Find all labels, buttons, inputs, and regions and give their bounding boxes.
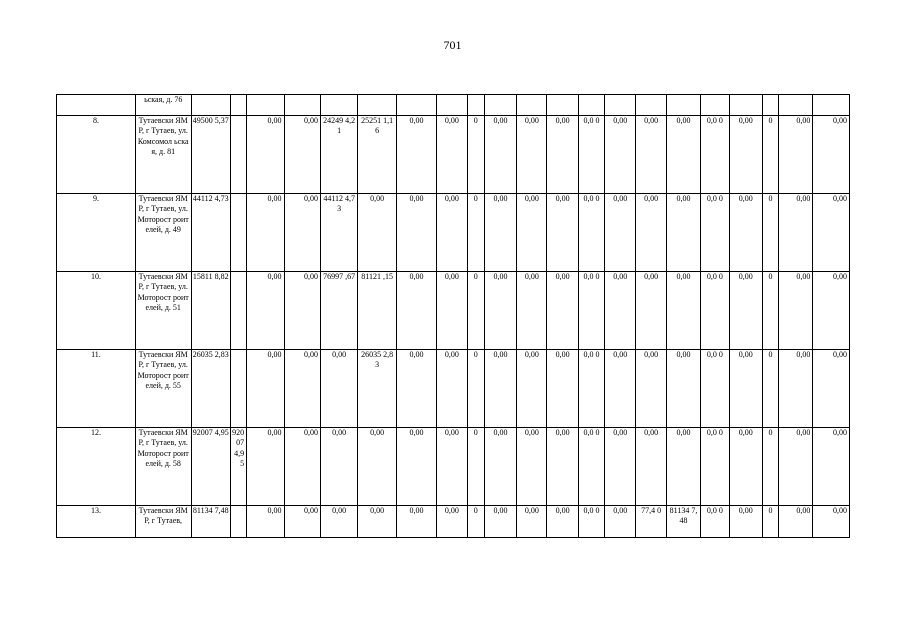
value-cell: 0: [467, 116, 484, 194]
value-cell: [636, 95, 666, 116]
value-cell: 0,00: [813, 428, 850, 506]
row-number-cell: 13.: [57, 506, 136, 538]
address-cell: Тутаевски ЯМР, г Тутаев, ул. Моторост роителей, д. 55: [135, 350, 191, 428]
value-cell: 0,00: [484, 506, 516, 538]
value-cell: [779, 95, 813, 116]
value-cell: 0,00: [396, 506, 436, 538]
value-cell: 15811 8,82: [191, 272, 230, 350]
value-cell: 0,00: [284, 350, 320, 428]
row-number-cell: 10.: [57, 272, 136, 350]
address-cell: Тутаевски ЯМР, г Тутаев, ул. Моторост роителей, д. 51: [135, 272, 191, 350]
value-cell: 0,0 0: [701, 428, 729, 506]
row-number-cell: 8.: [57, 116, 136, 194]
value-cell: 0,00: [729, 194, 762, 272]
value-cell: 77,4 0: [636, 506, 666, 538]
address-cell: ьская, д. 76: [135, 95, 191, 116]
value-cell: 0: [467, 506, 484, 538]
value-cell: 26035 2,83: [191, 350, 230, 428]
value-cell: 0,00: [547, 194, 578, 272]
address-cell: Тутаевски ЯМР, г Тутаев,: [135, 506, 191, 538]
value-cell: 0,00: [517, 506, 547, 538]
value-cell: 0,00: [813, 194, 850, 272]
value-cell: 0,0 0: [578, 272, 604, 350]
value-cell: 0,00: [517, 116, 547, 194]
table-row: [57, 116, 850, 194]
value-cell: 0,00: [484, 194, 516, 272]
value-cell: 0,00: [517, 428, 547, 506]
value-cell: [813, 95, 850, 116]
value-cell: 0,00: [484, 350, 516, 428]
value-cell: 0: [762, 272, 778, 350]
value-cell: [547, 95, 578, 116]
value-cell: 0,00: [779, 428, 813, 506]
value-cell: 76997 ,67: [320, 272, 357, 350]
value-cell: 0,00: [729, 506, 762, 538]
value-cell: 0,00: [605, 350, 636, 428]
value-cell: 0,00: [396, 428, 436, 506]
value-cell: 0,00: [437, 350, 467, 428]
value-cell: 0,00: [247, 350, 284, 428]
value-cell: 0,00: [813, 116, 850, 194]
value-cell: 0,00: [779, 272, 813, 350]
value-cell: [484, 95, 516, 116]
value-cell: 0,00: [396, 272, 436, 350]
value-cell: [320, 95, 357, 116]
value-cell: 0,00: [396, 116, 436, 194]
value-cell: 0: [762, 350, 778, 428]
value-cell: 0,0 0: [578, 350, 604, 428]
value-cell: 81121 ,15: [358, 272, 396, 350]
row-number-cell: 11.: [57, 350, 136, 428]
value-cell: 0,0 0: [578, 194, 604, 272]
value-cell: 0,00: [605, 194, 636, 272]
value-cell: 0,00: [320, 350, 357, 428]
value-cell: 0,00: [636, 350, 666, 428]
value-cell: 0: [762, 194, 778, 272]
value-cell: 0,00: [284, 428, 320, 506]
address-cell: Тутаевски ЯМР, г Тутаев, ул. Моторост роителей, д. 49: [135, 194, 191, 272]
value-cell: 0,00: [729, 428, 762, 506]
value-cell: 0,00: [247, 116, 284, 194]
value-cell: [666, 95, 700, 116]
value-cell: 0,0 0: [701, 194, 729, 272]
value-cell: [396, 95, 436, 116]
value-cell: 0,00: [517, 272, 547, 350]
address-cell: Тутаевски ЯМР, г Тутаев, ул. Моторост роителей, д. 58: [135, 428, 191, 506]
value-cell: [230, 194, 246, 272]
table-row: [57, 272, 850, 350]
value-cell: 0,00: [729, 272, 762, 350]
value-cell: 0,00: [396, 194, 436, 272]
value-cell: 0,00: [284, 506, 320, 538]
table-row: [57, 350, 850, 428]
value-cell: 0,00: [358, 428, 396, 506]
value-cell: 0,00: [813, 350, 850, 428]
value-cell: 0,00: [358, 194, 396, 272]
row-number-cell: 9.: [57, 194, 136, 272]
value-cell: 0,00: [247, 428, 284, 506]
value-cell: 81134 7,48: [666, 506, 700, 538]
value-cell: 0,00: [779, 194, 813, 272]
page-number: 701: [443, 38, 462, 52]
value-cell: [517, 95, 547, 116]
value-cell: 0,00: [636, 194, 666, 272]
value-cell: 0,00: [358, 506, 396, 538]
value-cell: 0,00: [779, 350, 813, 428]
value-cell: 0,00: [437, 506, 467, 538]
value-cell: [437, 95, 467, 116]
value-cell: 0,00: [437, 272, 467, 350]
value-cell: 0,00: [636, 116, 666, 194]
row-number-cell: [57, 95, 136, 116]
value-cell: 0: [467, 194, 484, 272]
value-cell: 0,00: [284, 194, 320, 272]
value-cell: 0,00: [605, 506, 636, 538]
value-cell: [605, 95, 636, 116]
value-cell: 0,0 0: [701, 272, 729, 350]
value-cell: 0,00: [779, 116, 813, 194]
value-cell: [578, 95, 604, 116]
value-cell: 0,00: [666, 350, 700, 428]
value-cell: 0,00: [729, 116, 762, 194]
value-cell: 0,00: [284, 272, 320, 350]
value-cell: [358, 95, 396, 116]
value-cell: 0,00: [517, 350, 547, 428]
value-cell: [230, 506, 246, 538]
value-cell: 0,00: [547, 272, 578, 350]
value-cell: 0: [762, 428, 778, 506]
value-cell: 0,00: [247, 506, 284, 538]
value-cell: [230, 272, 246, 350]
value-cell: [230, 350, 246, 428]
value-cell: 0,00: [547, 350, 578, 428]
value-cell: 24249 4,21: [320, 116, 357, 194]
value-cell: [467, 95, 484, 116]
value-cell: 0,00: [247, 272, 284, 350]
value-cell: 81134 7,48: [191, 506, 230, 538]
value-cell: 0: [762, 506, 778, 538]
value-cell: 25251 1,16: [358, 116, 396, 194]
value-cell: [729, 95, 762, 116]
value-cell: 0,00: [605, 272, 636, 350]
value-cell: 44112 4,73: [191, 194, 230, 272]
value-cell: 0,0 0: [701, 116, 729, 194]
value-cell: 0,00: [779, 506, 813, 538]
value-cell: 0,00: [517, 194, 547, 272]
table-row: [57, 194, 850, 272]
value-cell: 0,0 0: [578, 506, 604, 538]
data-table: [56, 94, 850, 538]
value-cell: 0,00: [484, 116, 516, 194]
value-cell: 0,00: [247, 194, 284, 272]
value-cell: [284, 95, 320, 116]
value-cell: 0,00: [547, 428, 578, 506]
value-cell: 0,00: [396, 350, 436, 428]
value-cell: 26035 2,83: [358, 350, 396, 428]
value-cell: 0,00: [605, 116, 636, 194]
value-cell: [247, 95, 284, 116]
value-cell: 0,00: [320, 506, 357, 538]
address-cell: Тутаевски ЯМР, г Тутаев, ул. Комсомол ьская, д. 81: [135, 116, 191, 194]
value-cell: 0,00: [636, 428, 666, 506]
value-cell: 0,00: [547, 116, 578, 194]
value-cell: 0: [467, 350, 484, 428]
value-cell: 0,00: [284, 116, 320, 194]
value-cell: 0,00: [636, 272, 666, 350]
value-cell: 0,00: [320, 428, 357, 506]
value-cell: [191, 95, 230, 116]
row-number-cell: 12.: [57, 428, 136, 506]
value-cell: 0,0 0: [701, 350, 729, 428]
value-cell: 49500 5,37: [191, 116, 230, 194]
table-row-continuation: [57, 95, 850, 116]
value-cell: 0: [762, 116, 778, 194]
value-cell: 0,0 0: [578, 116, 604, 194]
value-cell: [762, 95, 778, 116]
value-cell: 0: [467, 272, 484, 350]
value-cell: [230, 116, 246, 194]
value-cell: 0,00: [605, 428, 636, 506]
value-cell: 0,0 0: [701, 506, 729, 538]
value-cell: 0,00: [547, 506, 578, 538]
value-cell: [701, 95, 729, 116]
table-row: [57, 506, 850, 538]
value-cell: 0,00: [437, 194, 467, 272]
value-cell: 92007 4,95: [191, 428, 230, 506]
value-cell: 0,00: [813, 506, 850, 538]
table-row: [57, 428, 850, 506]
value-cell: 0,00: [729, 350, 762, 428]
value-cell: 0,00: [484, 272, 516, 350]
value-cell: 0: [467, 428, 484, 506]
value-cell: 0,00: [437, 428, 467, 506]
value-cell: 0,00: [484, 428, 516, 506]
value-cell: 44112 4,73: [320, 194, 357, 272]
value-cell: 0,00: [813, 272, 850, 350]
value-cell: 0,0 0: [578, 428, 604, 506]
value-cell: 0,00: [666, 116, 700, 194]
value-cell: 0,00: [437, 116, 467, 194]
value-cell: 0,00: [666, 272, 700, 350]
value-cell: 0,00: [666, 428, 700, 506]
value-cell: 92007 4,95: [230, 428, 246, 506]
value-cell: [230, 95, 246, 116]
value-cell: 0,00: [666, 194, 700, 272]
